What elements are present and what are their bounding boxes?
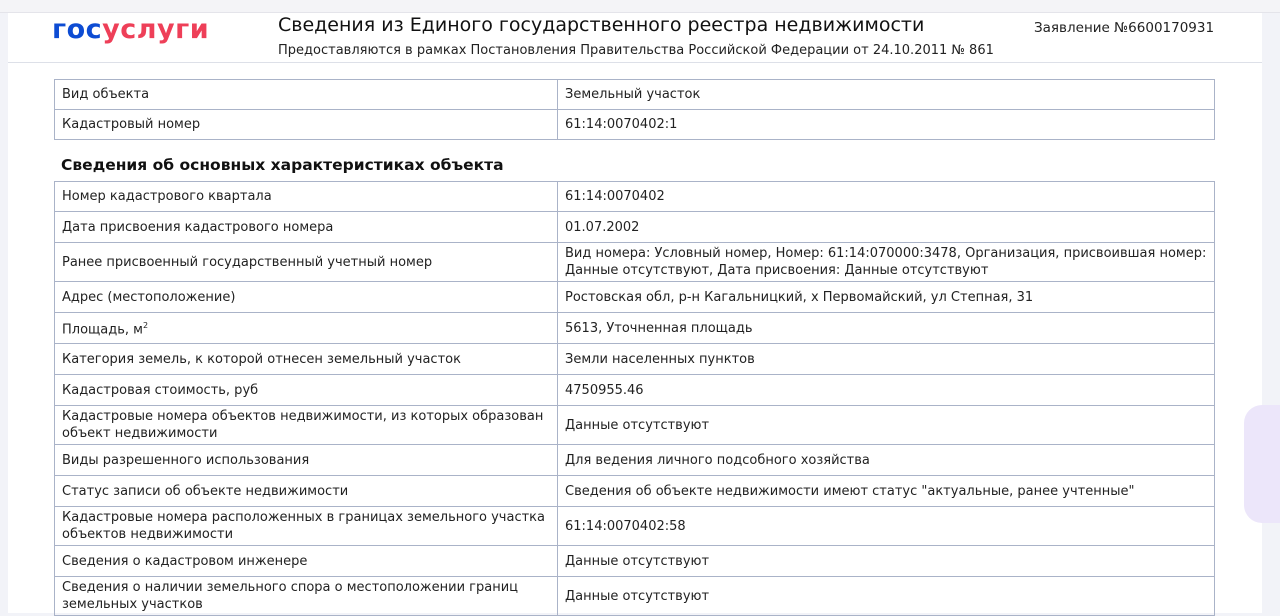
superscript: 2 [142,321,149,331]
row-value: Земли населенных пунктов [558,344,1215,375]
header-divider [8,62,1262,63]
table-row [55,577,1215,616]
table-row [55,375,1215,406]
row-value: Вид номера: Условный номер, Номер: 61:14:070000:3478, Организация, присвоившая номер: Данные отсутствуют, Дата присвоения: Данные отсутствуют [558,243,1215,282]
table-row [55,445,1215,476]
application-number: Заявление №6600170931 [1034,20,1215,36]
row-value: Данные отсутствуют [558,406,1215,445]
table-row [55,507,1215,546]
table-row [55,406,1215,445]
logo-part-gos: гос [52,14,103,45]
table-row [55,344,1215,375]
browser-top-bar [0,0,1280,13]
row-value: 61:14:0070402 [558,182,1215,212]
object-table [54,79,1215,140]
row-value: 61:14:0070402:1 [558,110,1215,140]
row-key [55,476,558,507]
table-row [55,476,1215,507]
row-value: 4750955.46 [558,375,1215,406]
characteristics-table [54,181,1215,616]
table-row [55,110,1215,140]
table-row [55,282,1215,313]
row-key [55,243,558,282]
table-row [55,182,1215,212]
table-row [55,313,1215,344]
row-value: Сведения об объекте недвижимости имеют статус "актуальные, ранее учтенные" [558,476,1215,507]
row-value: Земельный участок [558,80,1215,110]
section-title: Сведения об основных характеристиках объекта [61,156,504,174]
row-key [55,182,558,212]
row-key-text: Адрес (местоположение) [62,289,236,305]
row-value: Для ведения личного подсобного хозяйства [558,445,1215,476]
document-subtitle: Предоставляются в рамках Постановления Правительства Российской Федерации от 24.10.2011 № 861 [278,43,994,58]
row-value: Ростовская обл, р-н Кагальницкий, х Первомайский, ул Степная, 31 [558,282,1215,313]
row-key: Вид объекта [55,80,558,110]
row-key [55,344,558,375]
table-row [55,546,1215,577]
table-row [55,243,1215,282]
row-value: 61:14:0070402:58 [558,507,1215,546]
row-key-text: Сведения о кадастровом инженере [62,553,308,569]
table-row [55,212,1215,243]
row-key [55,546,558,577]
row-key [55,313,558,344]
row-key-text: Виды разрешенного использования [62,452,310,468]
gosuslugi-logo[interactable] [52,14,209,45]
row-key-text: Площадь, м [62,322,143,338]
row-key [55,577,558,616]
row-value: Данные отсутствуют [558,577,1215,616]
floating-assistant-button[interactable] [1244,405,1280,523]
document-title: Сведения из Единого государственного реестра недвижимости [278,14,925,36]
row-key-text: Номер кадастрового квартала [62,189,272,204]
row-key: Кадастровый номер [55,110,558,140]
row-key [55,212,558,243]
row-key-text: Статус записи об объекте недвижимости [62,483,349,499]
row-key [55,507,558,546]
row-value: 5613, Уточненная площадь [558,313,1215,344]
row-key [55,375,558,406]
row-key [55,445,558,476]
row-key-text: Сведения о наличии земельного спора о местоположении границ земельных участков [62,580,519,612]
row-key-text: Кадастровые номера объектов недвижимости, из которых образован объект недвижимости [62,409,544,441]
row-key-text: Дата присвоения кадастрового номера [62,219,334,235]
row-key [55,282,558,313]
row-key-text: Ранее присвоенный государственный учетный номер [62,254,433,270]
row-value: 01.07.2002 [558,212,1215,243]
logo-part-uslugi: услуги [102,14,210,45]
row-key-text: Кадастровые номера расположенных в границах земельного участка объектов недвижимости [62,510,545,542]
row-value: Данные отсутствуют [558,546,1215,577]
table-row [55,80,1215,110]
row-key [55,406,558,445]
row-key-text: Категория земель, к которой отнесен земельный участок [62,351,461,367]
row-key-text: Кадастровая стоимость, руб [62,382,259,398]
